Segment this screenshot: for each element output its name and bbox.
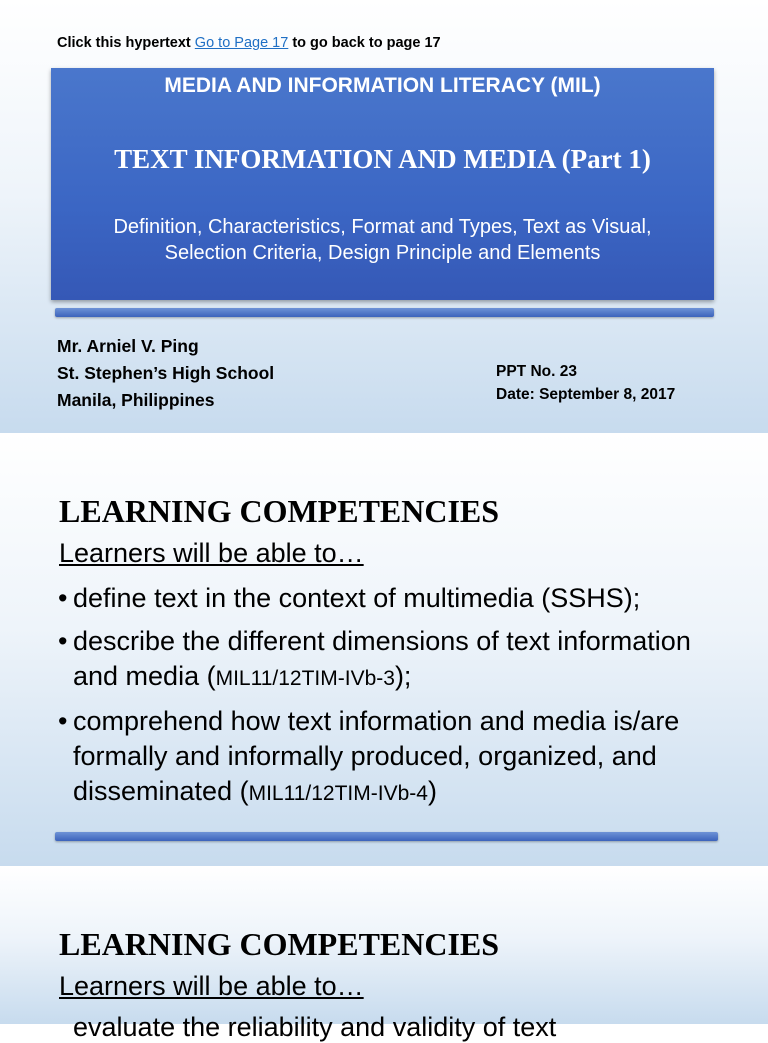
competency-code: MIL11/12TIM-IVb-3: [215, 667, 395, 690]
slide-subtitle: [61, 214, 704, 266]
slide-lead: Learners will be able to…: [59, 971, 364, 1001]
presentation-meta: [496, 360, 675, 406]
list-item: [59, 581, 719, 616]
hyperlink-line: [57, 35, 441, 51]
hyperlink-suffix: to go back to page 17: [292, 35, 441, 51]
competencies-slide: [0, 433, 768, 866]
bullet-icon: •: [58, 626, 68, 656]
ppt-date: Date: September 8, 2017: [496, 386, 676, 403]
list-item: [59, 704, 719, 811]
list-item-end: ): [427, 776, 437, 806]
bullet-icon: •: [58, 583, 68, 613]
author-block: [57, 333, 274, 414]
competency-list: [59, 581, 719, 819]
list-item-text: define text in the context of multimedia (SSHS);: [73, 583, 641, 613]
ppt-number: PPT No. 23: [496, 363, 577, 380]
divider-rule: [55, 308, 714, 317]
hyperlink-prefix: Click this hypertext: [57, 35, 191, 51]
list-item-text: describe the different dimensions of text information and media (: [73, 626, 691, 691]
slide-lead: Learners will be able to…: [59, 538, 364, 568]
go-to-page-17-link[interactable]: Go to Page 17: [194, 35, 289, 51]
list-item-text: comprehend how text information and media is/are formally and informally produced, organized, and disseminated (: [73, 706, 680, 806]
list-item: [59, 624, 719, 696]
author-location: Manila, Philippines: [57, 390, 215, 410]
slide-title: TEXT INFORMATION AND MEDIA (Part 1): [114, 144, 651, 174]
bullet-icon: •: [58, 706, 68, 736]
author-name: Mr. Arniel V. Ping: [57, 336, 199, 356]
slide-heading: LEARNING COMPETENCIES: [59, 493, 500, 529]
list-item-end: );: [394, 661, 412, 691]
title-slide: [0, 0, 768, 433]
title-banner: [51, 68, 714, 300]
course-title: MEDIA AND INFORMATION LITERACY (MIL): [164, 74, 601, 97]
divider-rule: [55, 832, 718, 841]
competencies-slide-2: [0, 866, 768, 1042]
subtitle-line-2: Selection Criteria, Design Principle and Elements: [164, 242, 601, 264]
partial-bullet-text: evaluate the reliability and validity of text: [73, 1012, 557, 1042]
subtitle-line-1: Definition, Characteristics, Format and Types, Text as Visual,: [113, 216, 652, 238]
author-school: St. Stephen’s High School: [57, 363, 275, 383]
slide-heading: LEARNING COMPETENCIES: [59, 926, 500, 962]
competency-code: MIL11/12TIM-IVb-4: [248, 782, 428, 805]
